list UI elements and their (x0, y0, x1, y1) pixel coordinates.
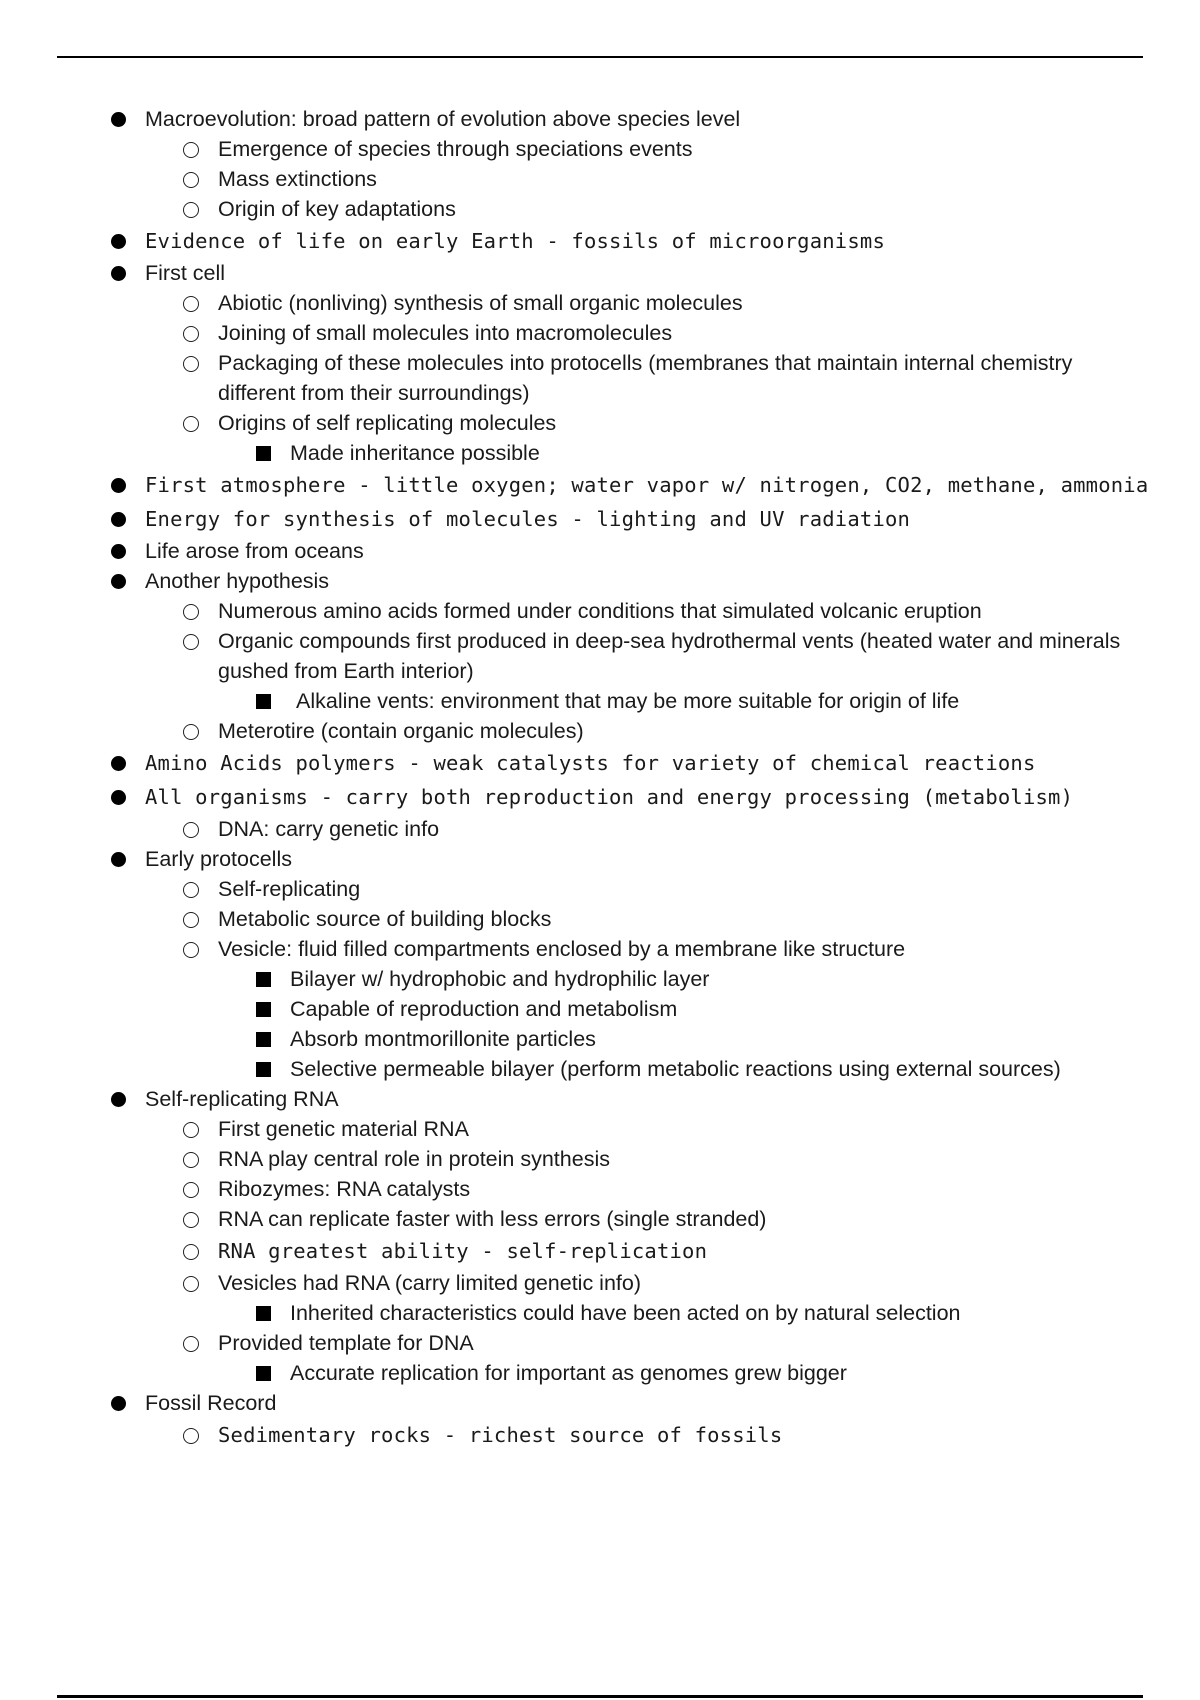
bullet-circle-icon (183, 1276, 199, 1292)
list-item-text: Self-replicating RNA (145, 1087, 339, 1111)
list-item (0, 964, 1200, 994)
list-item (0, 318, 1200, 348)
list-item-text: Fossil Record (145, 1391, 277, 1415)
list-item (0, 1388, 1200, 1418)
bullet-disc-icon (111, 234, 126, 249)
list-item (0, 1268, 1200, 1298)
list-item-text: Organic compounds first produced in deep-sea hydrothermal vents (heated water and minerals gushed from Earth interior) (218, 629, 1121, 683)
list-item (0, 1328, 1200, 1358)
list-item-text: Vesicle: fluid filled compartments enclosed by a membrane like structure (218, 937, 906, 961)
list-item (0, 408, 1200, 438)
list-item-text: Origins of self replicating molecules (218, 411, 557, 435)
list-item (0, 1298, 1200, 1328)
list-item-text: Evidence of life on early Earth - fossils of microorganisms (145, 229, 885, 253)
list-item (0, 1234, 1200, 1268)
list-item-text: Origin of key adaptations (218, 197, 456, 221)
bullet-square-icon (256, 694, 271, 709)
bullet-circle-icon (183, 1244, 199, 1260)
list-item-text: Amino Acids polymers - weak catalysts for variety of chemical reactions (145, 751, 1036, 775)
bullet-circle-icon (183, 326, 199, 342)
list-item-text: Abiotic (nonliving) synthesis of small organic molecules (218, 291, 743, 315)
bullet-circle-icon (183, 822, 199, 838)
bullet-circle-icon (183, 1182, 199, 1198)
list-item-text: Provided template for DNA (218, 1331, 474, 1355)
list-item-text: Emergence of species through speciations events (218, 137, 693, 161)
list-item-text: Mass extinctions (218, 167, 377, 191)
bullet-disc-icon (111, 478, 126, 493)
list-item-text: Packaging of these molecules into protocells (membranes that maintain internal chemistry different from their surroundings) (218, 351, 1073, 405)
list-item-text: Energy for synthesis of molecules - lighting and UV radiation (145, 507, 911, 531)
bullet-square-icon (256, 1306, 271, 1321)
list-item (0, 746, 1200, 780)
bullet-circle-icon (183, 882, 199, 898)
bullet-square-icon (256, 1062, 271, 1077)
bullet-disc-icon (111, 512, 126, 527)
list-item-text: RNA greatest ability - self-replication (218, 1239, 708, 1263)
list-item (0, 536, 1200, 566)
list-item (0, 874, 1200, 904)
list-item (0, 596, 1200, 626)
bullet-disc-icon (111, 544, 126, 559)
list-item (0, 1144, 1200, 1174)
bullet-circle-icon (183, 604, 199, 620)
bullet-disc-icon (111, 790, 126, 805)
list-item (0, 224, 1200, 258)
bullet-disc-icon (111, 112, 126, 127)
list-item (0, 844, 1200, 874)
list-item-text: Alkaline vents: environment that may be more suitable for origin of life (296, 689, 960, 713)
bullet-circle-icon (183, 172, 199, 188)
list-item (0, 1418, 1200, 1452)
list-item (0, 626, 1200, 686)
bullet-square-icon (256, 1366, 271, 1381)
list-item (0, 258, 1200, 288)
list-item-text: First cell (145, 261, 226, 285)
list-item (0, 288, 1200, 318)
list-item (0, 994, 1200, 1024)
bullet-circle-icon (183, 142, 199, 158)
bullet-circle-icon (183, 1122, 199, 1138)
list-item-text: RNA play central role in protein synthesis (218, 1147, 610, 1171)
bullet-square-icon (256, 1002, 271, 1017)
list-item-text: All organisms - carry both reproduction and energy processing (metabolism) (145, 785, 1074, 809)
list-item (0, 134, 1200, 164)
list-item-text: Another hypothesis (145, 569, 330, 593)
list-item (0, 1358, 1200, 1388)
list-item (0, 348, 1200, 408)
bullet-circle-icon (183, 634, 199, 650)
list-item-text: RNA can replicate faster with less errors (single stranded) (218, 1207, 767, 1231)
list-item-text: Inherited characteristics could have been acted on by natural selection (290, 1301, 961, 1325)
bullet-square-icon (256, 446, 271, 461)
list-item (0, 468, 1200, 502)
list-item (0, 1114, 1200, 1144)
list-item (0, 438, 1200, 468)
bullet-circle-icon (183, 1336, 199, 1352)
list-item (0, 164, 1200, 194)
bullet-circle-icon (183, 724, 199, 740)
list-item (0, 194, 1200, 224)
bullet-circle-icon (183, 942, 199, 958)
list-item-text: First atmosphere - little oxygen; water vapor w/ nitrogen, CO2, methane, ammonia (145, 473, 1149, 497)
list-item (0, 566, 1200, 596)
list-item-text: Ribozymes: RNA catalysts (218, 1177, 471, 1201)
list-item-text: Self-replicating (218, 877, 361, 901)
list-item-text: Numerous amino acids formed under conditions that simulated volcanic eruption (218, 599, 982, 623)
bullet-circle-icon (183, 356, 199, 372)
list-item (0, 686, 1200, 716)
list-item-text: Life arose from oceans (145, 539, 364, 563)
list-item (0, 1024, 1200, 1054)
notes-list (0, 104, 1200, 1452)
list-item (0, 1054, 1200, 1084)
bullet-disc-icon (111, 266, 126, 281)
header-rule (57, 56, 1143, 58)
list-item (0, 502, 1200, 536)
bullet-circle-icon (183, 912, 199, 928)
bullet-disc-icon (111, 574, 126, 589)
list-item-text: Early protocells (145, 847, 292, 871)
list-item-text: Bilayer w/ hydrophobic and hydrophilic layer (290, 967, 710, 991)
bullet-square-icon (256, 972, 271, 987)
list-item-text: Meterotire (contain organic molecules) (218, 719, 584, 743)
list-item (0, 814, 1200, 844)
list-item (0, 716, 1200, 746)
list-item (0, 780, 1200, 814)
list-item-text: Selective permeable bilayer (perform metabolic reactions using external sources) (290, 1057, 1061, 1081)
list-item-text: Vesicles had RNA (carry limited genetic info) (218, 1271, 642, 1295)
bullet-circle-icon (183, 1212, 199, 1228)
list-item (0, 104, 1200, 134)
bullet-disc-icon (111, 756, 126, 771)
list-item (0, 1204, 1200, 1234)
list-item-text: Macroevolution: broad pattern of evolution above species level (145, 107, 741, 131)
list-item (0, 1174, 1200, 1204)
footer-rule (57, 1695, 1143, 1698)
bullet-circle-icon (183, 296, 199, 312)
list-item-text: First genetic material RNA (218, 1117, 469, 1141)
list-item-text: Joining of small molecules into macromolecules (218, 321, 673, 345)
bullet-circle-icon (183, 1152, 199, 1168)
list-item-text: Absorb montmorillonite particles (290, 1027, 596, 1051)
list-item-text: Metabolic source of building blocks (218, 907, 552, 931)
bullet-disc-icon (111, 1396, 126, 1411)
list-item-text: Accurate replication for important as genomes grew bigger (290, 1361, 847, 1385)
list-item (0, 1084, 1200, 1114)
list-item-text: Capable of reproduction and metabolism (290, 997, 678, 1021)
bullet-circle-icon (183, 202, 199, 218)
list-item (0, 904, 1200, 934)
list-item-text: Sedimentary rocks - richest source of fossils (218, 1423, 783, 1447)
list-item-text: DNA: carry genetic info (218, 817, 440, 841)
bullet-disc-icon (111, 852, 126, 867)
bullet-circle-icon (183, 416, 199, 432)
bullet-circle-icon (183, 1428, 199, 1444)
bullet-disc-icon (111, 1092, 126, 1107)
bullet-square-icon (256, 1032, 271, 1047)
list-item-text: Made inheritance possible (290, 441, 540, 465)
list-item (0, 934, 1200, 964)
